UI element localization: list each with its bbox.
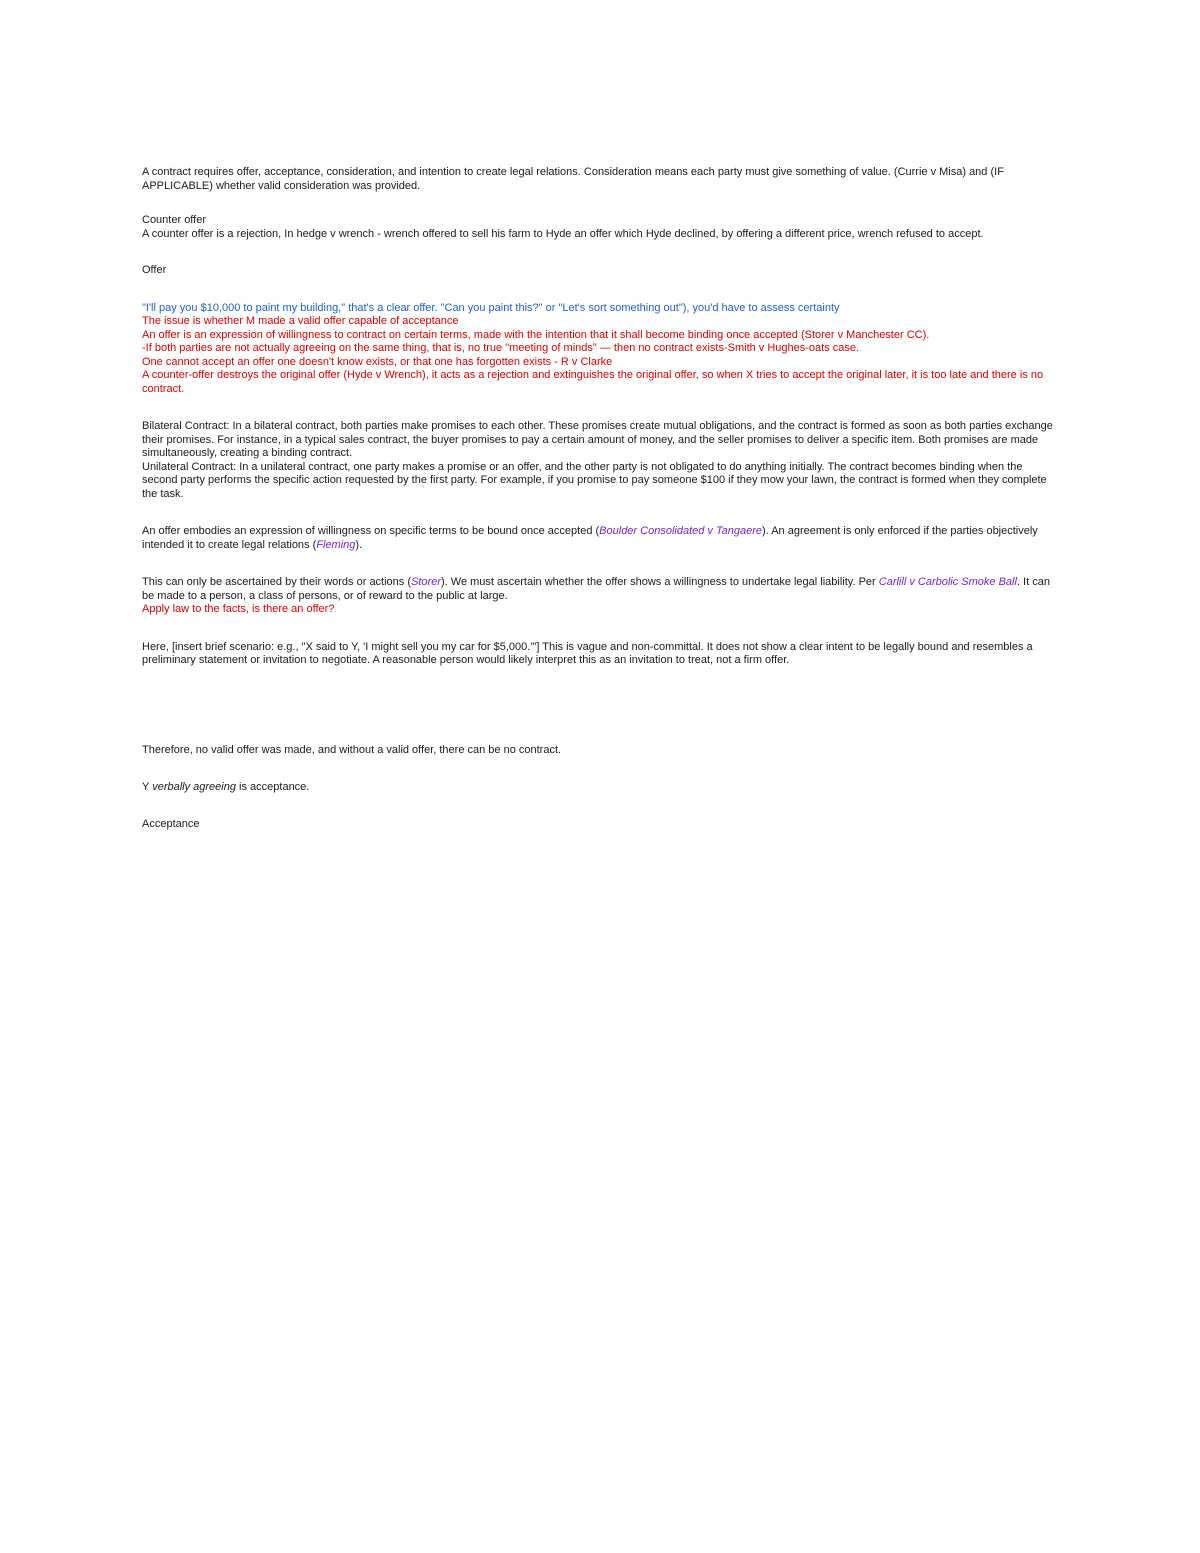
embodies-text-a: An offer embodies an expression of willingness on specific terms to be bound once accepted ( [142, 525, 600, 537]
ascertain-paragraph [142, 576, 1058, 603]
issue-line: The issue is whether M made a valid offer capable of acceptance [142, 315, 459, 327]
conclusion-line: Therefore, no valid offer was made, and without a valid offer, there can be no contract. [142, 743, 562, 756]
acceptance-heading: Acceptance [142, 817, 200, 830]
intro-paragraph: A contract requires offer, acceptance, consideration, and intention to create legal relations. Consideration means each party must give something of value. (Currie v Misa) and (IF APPLICABLE) whether valid consideration was provided. [142, 166, 1004, 192]
case-boulder: Boulder Consolidated v Tangaere [599, 525, 763, 537]
counter-offer-text: A counter offer is a rejection, In hedge v wrench - wrench offered to sell his farm to Hyde an offer which Hyde declined, by offering a different price, wrench refused to accept. [142, 227, 984, 240]
ascertain-text-c: . It can be made to a person, a class of persons, or of reward to the public at large. [142, 576, 1050, 602]
r-v-clarke-line: One cannot accept an offer one doesn't know exists, or that one has forgotten exists - R v Clarke [142, 355, 613, 368]
document-body [142, 166, 1058, 831]
ascertain-text-a: This can only be ascertained by their words or actions ( [142, 576, 412, 588]
case-fleming: Fleming [316, 538, 356, 551]
counter-offer-heading: Counter offer [142, 214, 207, 226]
offer-heading: Offer [142, 264, 167, 276]
case-carlill: Carlill v Carbolic Smoke Ball [878, 576, 1017, 588]
offer-embodies-paragraph [142, 525, 1058, 552]
counter-offer-rule-line: A counter-offer destroys the original offer (Hyde v Wrench), it acts as a rejection and extinguishes the original offer, so when X tries to accept the original later, it is too late and there is no contract. [142, 369, 1044, 395]
embodies-text-c: ). [355, 538, 363, 551]
embodies-text-b: ). An agreement is only enforced if the parties objectively intended it to create legal relations ( [142, 525, 1038, 551]
bilateral-contract-paragraph: Bilateral Contract: In a bilateral contract, both parties make promises to each other. These promises create mutual obligations, and the contract is formed as soon as both parties exchange their promises. For instance, in a typical sales contract, the buyer promises to pay a certain amount of money, and the seller promises to deliver a specific item. Both promises are made simultaneously, creating a binding contract. [142, 420, 1053, 459]
verbal-emphasis: verbally agreeing [152, 781, 236, 793]
case-storer: Storer [411, 576, 441, 588]
unilateral-contract-paragraph: Unilateral Contract: In a unilateral contract, one party makes a promise or an offer, and the other party is not obligated to do anything initially. The contract becomes binding when the second party performs the specific action requested by the first party. For example, if you promise to pay someone $100 if they mow your lawn, the contract is formed when they complete the task. [142, 460, 1047, 500]
scenario-paragraph: Here, [insert brief scenario: e.g., "X said to Y, 'I might sell you my car for $5,000.'"] This is vague and non-committal. It does not show a clear intent to be legally bound and resembles a preliminary statement or invitation to negotiate. A reasonable person would likely interpret this as an invitation to treat, not a firm offer. [142, 640, 1033, 666]
verbal-acceptance-line [142, 781, 1058, 795]
verbal-text-b: is acceptance. [235, 781, 310, 793]
verbal-text-a: Y [142, 781, 153, 793]
offer-example-line: "I'll pay you $10,000 to paint my building," that's a clear offer. "Can you paint this?" or "Let's sort something out"), you'd have to assess certainty [142, 301, 840, 314]
meeting-of-minds-line: -If both parties are not actually agreeing on the same thing, that is, no true "meeting of minds" — then no contract exists-Smith v Hughes-oats case. [142, 342, 860, 354]
apply-law-line: Apply law to the facts, is there an offer? [142, 603, 335, 615]
offer-definition-line: An offer is an expression of willingness to contract on certain terms, made with the intention that it shall become binding once accepted (Storer v Manchester CC). [142, 328, 930, 341]
ascertain-text-b: ). We must ascertain whether the offer shows a willingness to undertake legal liability. Per [441, 576, 879, 588]
